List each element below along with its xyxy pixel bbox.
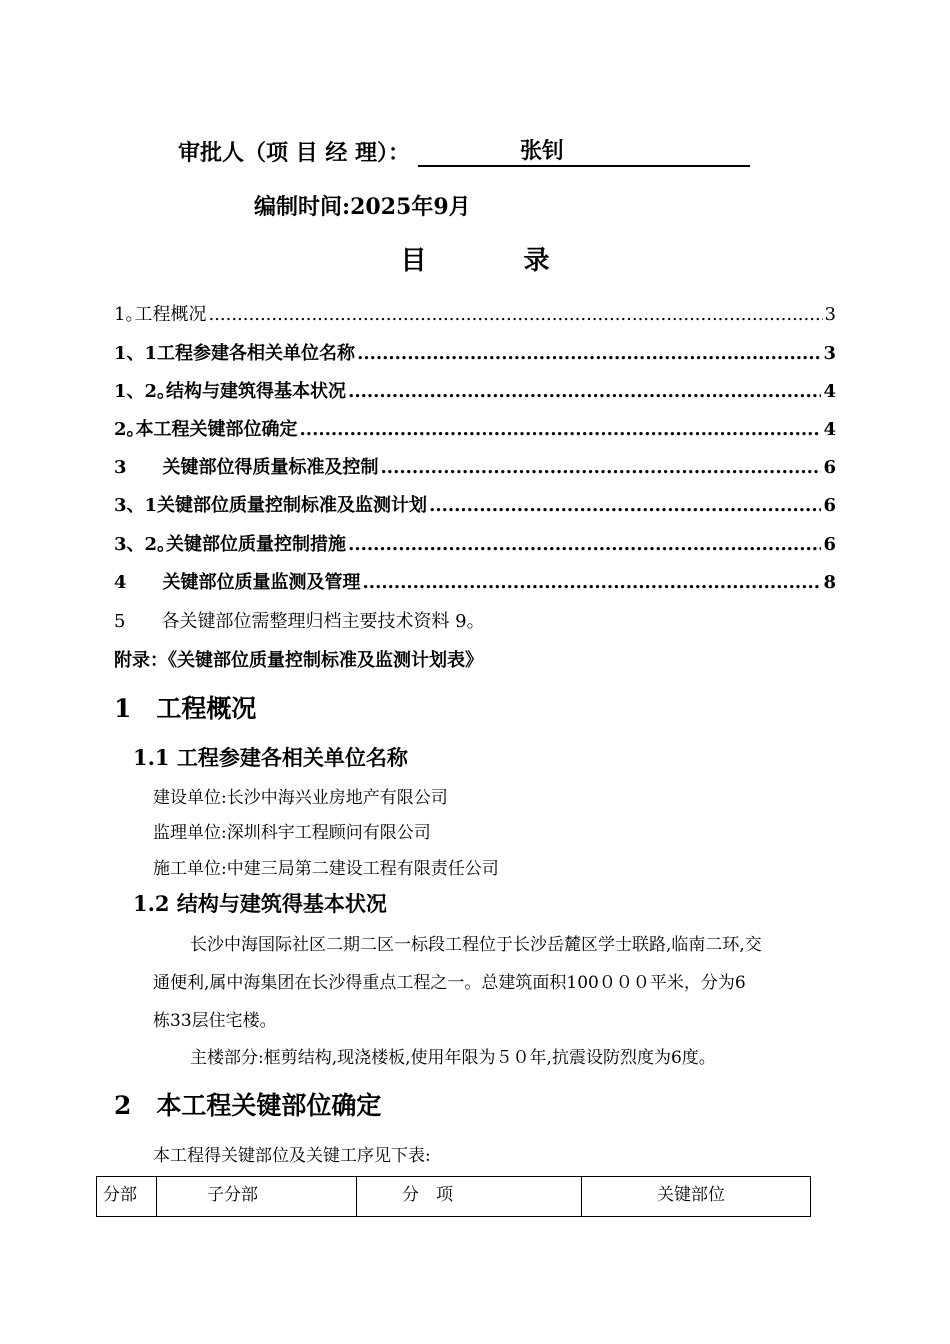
toc-item-text: 4 关键部位质量监测及管理 (114, 572, 361, 593)
unit-line: 施工单位:中建三局第二建设工程有限责任公司 (153, 859, 499, 879)
toc-leader (381, 457, 822, 478)
toc-leader (348, 534, 821, 555)
toc-item-text: 2｡本工程关键部位确定 (114, 419, 298, 440)
toc-item[interactable] (114, 339, 836, 365)
key-parts-table (96, 1176, 811, 1217)
toc-leader (357, 343, 821, 364)
toc-item-page: 3 (823, 343, 836, 364)
toc-leader (363, 572, 822, 593)
toc-item[interactable] (114, 377, 836, 403)
toc-item-page: 6 (823, 495, 836, 516)
toc-item-page: 6 (823, 534, 836, 555)
unit-line: 监理单位:深圳科宇工程顾问有限公司 (153, 823, 431, 843)
section-2-intro: 本工程得关键部位及关键工序见下表: (153, 1146, 431, 1166)
toc-item-page: 6 (823, 457, 836, 478)
body-line: 长沙中海国际社区二期二区一标段工程位于长沙岳麓区学士联路,临南二环,交 (190, 935, 762, 955)
toc-title-char-1: 目 (400, 246, 427, 276)
section-1-2-heading: 1.2 结构与建筑得基本状况 (133, 891, 387, 916)
body-line: 栋33层住宅楼。 (153, 1011, 277, 1031)
unit-line: 建设单位:长沙中海兴业房地产有限公司 (153, 788, 448, 808)
toc-item-text: 3 关键部位得质量标准及控制 (114, 457, 379, 478)
toc-title (0, 240, 950, 277)
toc-leader (208, 304, 822, 325)
body-line: 通便利,属中海集团在长沙得重点工程之一。总建筑面积100０００平米，分为6 (153, 973, 746, 993)
toc-item-text: 1、1工程参建各相关单位名称 (114, 343, 356, 364)
table-header-row (97, 1177, 811, 1217)
toc-item-page: 8 (823, 572, 836, 593)
approver-label: 审批人（项 目 经 理）： (178, 140, 410, 166)
toc-item-text: 3、2｡关键部位质量控制措施 (114, 534, 347, 555)
section-2-heading: 2 本工程关键部位确定 (114, 1091, 382, 1120)
toc-leader (300, 419, 822, 440)
toc-item-plain[interactable]: 5 各关键部位需整理归档主要技术资料 9｡ (114, 611, 476, 632)
toc-leader (348, 381, 821, 402)
section-1-1-heading: 1.1 工程参建各相关单位名称 (133, 745, 408, 770)
table-header-cell: 关键部位 (582, 1177, 811, 1217)
toc-appendix[interactable]: 附录：《关键部位质量控制标准及监测计划表》 (114, 650, 483, 671)
toc-title-char-2: 录 (523, 246, 550, 276)
compile-time: 编制时间:2025年9月 (254, 194, 471, 220)
toc-item-page: 4 (823, 381, 836, 402)
approver-underline (418, 139, 750, 167)
toc-leader (429, 495, 821, 516)
toc-item[interactable] (114, 530, 836, 556)
toc-item[interactable] (114, 300, 836, 326)
approver-line (178, 136, 750, 167)
toc-item[interactable] (114, 453, 836, 479)
toc-item-text: 1、2｡结构与建筑得基本状况 (114, 381, 347, 402)
table-header-cell: 分 项 (357, 1177, 582, 1217)
toc-item-page: 4 (823, 419, 836, 440)
section-1-heading: 1 工程概况 (114, 694, 257, 723)
approver-name: 张钊 (519, 138, 564, 164)
toc-item[interactable] (114, 415, 836, 441)
toc-item[interactable] (114, 491, 836, 517)
table-header-cell: 分部 (97, 1177, 157, 1217)
toc-item[interactable] (114, 568, 836, 594)
body-line: 主楼部分:框剪结构,现浇楼板,使用年限为５０年,抗震设防烈度为6度。 (190, 1048, 716, 1068)
toc-item-page: 3 (824, 304, 836, 325)
toc-item-text: 1｡工程概况 (114, 304, 207, 325)
table-header-cell: 子分部 (157, 1177, 357, 1217)
toc-item-text: 3、1关键部位质量控制标准及监测计划 (114, 495, 428, 516)
